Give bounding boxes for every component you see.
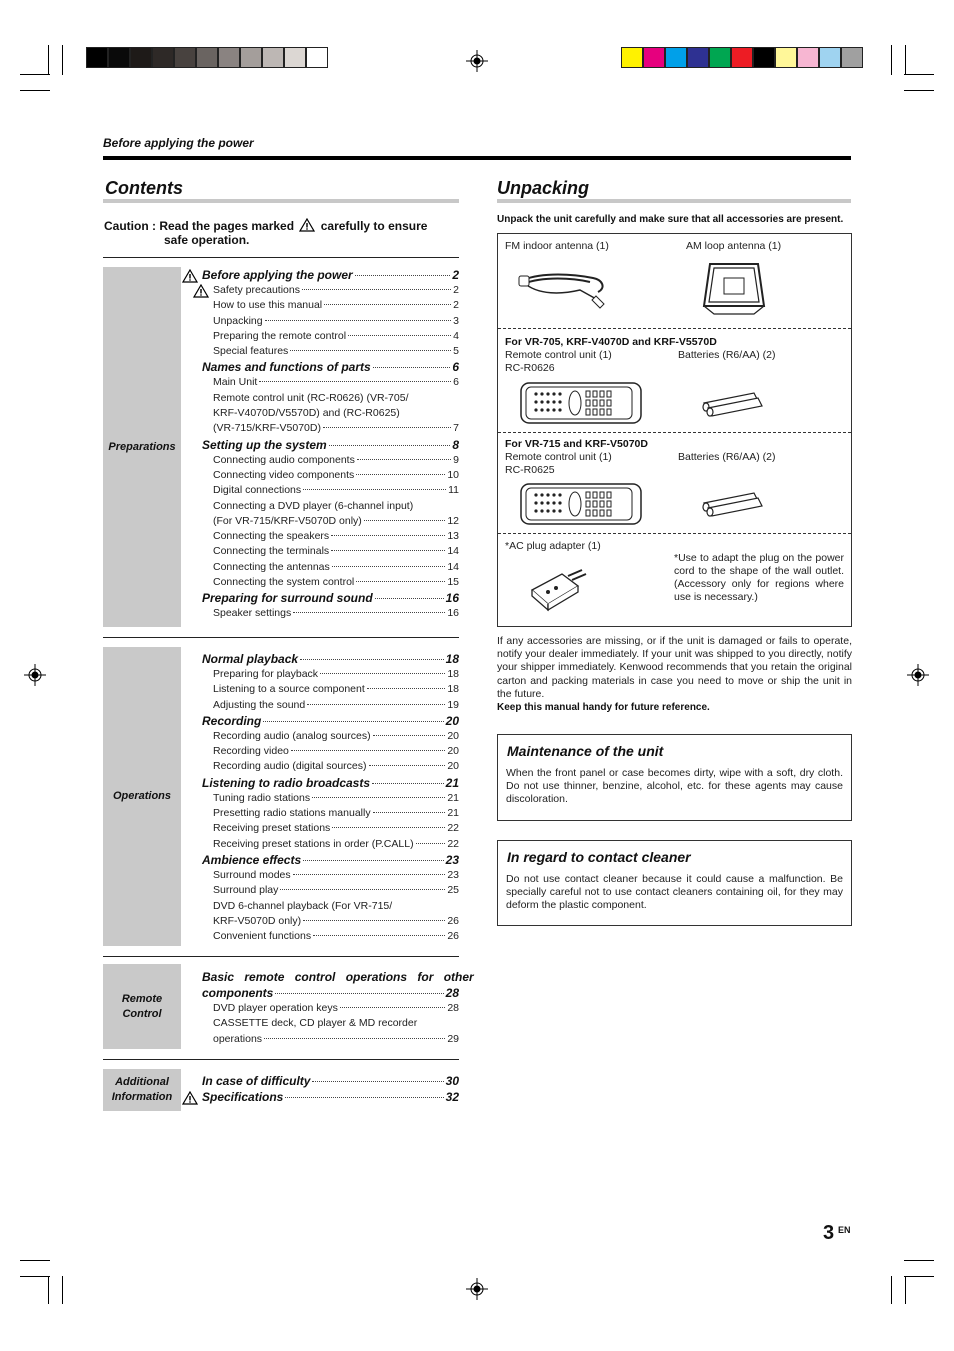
- toc-entry-title: Recording: [202, 713, 262, 728]
- toc-page-number: 20: [447, 729, 459, 742]
- color-calibration-bar: [621, 47, 863, 68]
- batteries-icon: [698, 489, 768, 519]
- toc-section-entry: [202, 591, 459, 606]
- toc-page-number: 6: [453, 376, 459, 389]
- toc-group-label-line1: Additional: [115, 1076, 169, 1088]
- toc-entry-title: Connecting video components: [213, 468, 355, 481]
- toc-subentry: [202, 1032, 459, 1047]
- toc-subentry: [202, 391, 459, 406]
- toc-section-entry: [202, 652, 459, 667]
- toc-entry-title: Special features: [213, 345, 289, 358]
- calibration-swatch: [108, 47, 130, 68]
- toc-page-number: 29: [447, 1032, 459, 1045]
- toc-leader-dots: [280, 889, 445, 890]
- model-b-heading: For VR-715 and KRF-V5070D: [505, 438, 648, 450]
- toc-leader-dots: [373, 812, 446, 813]
- toc-entry-title: Connecting the system control: [213, 576, 355, 589]
- toc-page-number: 28: [445, 986, 459, 1000]
- toc-subentry: [202, 329, 459, 344]
- toc-page-number: 5: [453, 345, 459, 358]
- contents-title: Contents: [105, 178, 183, 198]
- batteries-icon: [698, 389, 768, 419]
- toc-subentry: [202, 453, 459, 468]
- toc-group-label: Preparations: [103, 267, 181, 627]
- toc-page-number: 16: [447, 607, 459, 620]
- toc-entry-title: Preparing for surround sound: [202, 591, 373, 606]
- toc-subentry: [202, 575, 459, 590]
- toc-subentry: [202, 283, 459, 298]
- toc-page-number: 23: [445, 852, 459, 867]
- remote-control-icon: [520, 483, 642, 525]
- toc-entry-title: Ambience effects: [202, 852, 302, 867]
- toc-page-number: 21: [447, 807, 459, 820]
- contents-title-rule: [103, 199, 459, 203]
- toc-section-entry: [202, 714, 459, 729]
- toc-leader-dots: [364, 520, 446, 521]
- fm-antenna-label: FM indoor antenna (1): [505, 240, 609, 252]
- toc-entry-title: Speaker settings: [213, 607, 292, 620]
- calibration-swatch: [130, 47, 152, 68]
- toc-separator: [103, 1059, 459, 1060]
- divider: [498, 432, 851, 433]
- model-b-remote-label: Remote control unit (1): [505, 451, 612, 463]
- toc-page-number: 7: [453, 422, 459, 435]
- toc-separator: [103, 956, 459, 957]
- missing-accessories-text: If any accessories are missing, or if the unit is damaged or fails to operate, notify your dealer immediately. If your unit was shipped to you directly, notify your shipper immediately. Kenwood recommends that you retain the original carton and packing materials in case you need to move or ship the unit in the future.: [497, 635, 852, 700]
- toc-subentry: [202, 667, 459, 682]
- toc-entry-title: (For VR-715/KRF-V5070D only): [213, 514, 362, 527]
- toc-entry-title: Adjusting the sound: [213, 698, 306, 711]
- toc-page-number: 23: [447, 868, 459, 881]
- toc-leader-dots: [348, 335, 451, 336]
- toc-leader-dots: [290, 350, 451, 351]
- calibration-swatch: [665, 47, 687, 68]
- model-a-batteries-label: Batteries (R6/AA) (2): [678, 349, 776, 361]
- toc-group-additional-information: [103, 1069, 459, 1111]
- page-number: 3: [823, 1222, 835, 1244]
- toc-page-number: 8: [452, 437, 459, 452]
- calibration-swatch: [709, 47, 731, 68]
- toc-entry-title: Specifications: [202, 1090, 284, 1104]
- toc-page-number: 22: [447, 822, 459, 835]
- calibration-swatch: [753, 47, 775, 68]
- toc-entry-title: Setting up the system: [202, 437, 327, 452]
- toc-entry-title: Digital connections: [213, 484, 302, 497]
- calibration-swatch: [218, 47, 240, 68]
- toc-entry-title: Preparing the remote control: [213, 329, 347, 342]
- accessories-box: [497, 233, 852, 627]
- toc-subentry: [202, 744, 459, 759]
- toc-group-label: [103, 1069, 181, 1111]
- toc-group-label-line2: Control: [122, 1007, 162, 1020]
- calibration-swatch: [240, 47, 262, 68]
- toc-leader-dots: [263, 721, 443, 722]
- toc-subentry: [202, 314, 459, 329]
- toc-entry-title: Tuning radio stations: [213, 791, 311, 804]
- toc-leader-dots: [312, 797, 445, 798]
- toc-leader-dots: [329, 445, 451, 446]
- toc-leader-dots: [265, 320, 452, 321]
- toc-page-number: 21: [445, 775, 459, 790]
- calibration-swatch: [284, 47, 306, 68]
- toc-entry-title: Main Unit: [213, 376, 258, 389]
- maintenance-box: [497, 734, 852, 821]
- toc-page-number: 25: [447, 884, 459, 897]
- toc-entry-title: Recording audio (digital sources): [213, 760, 367, 773]
- toc-page-number: 15: [447, 576, 459, 589]
- toc-subentry: [202, 499, 459, 514]
- toc-leader-dots: [357, 459, 451, 460]
- toc-leader-dots: [307, 704, 445, 705]
- toc-leader-dots: [356, 581, 445, 582]
- calibration-swatch: [262, 47, 284, 68]
- toc-entry-title: Before applying the power: [202, 268, 353, 282]
- toc-page-number: 14: [447, 545, 459, 558]
- toc-leader-dots: [416, 843, 446, 844]
- toc-subentry: [202, 606, 459, 621]
- toc-subentry: [202, 1001, 459, 1016]
- am-loop-antenna-icon: [700, 260, 768, 318]
- toc-entry-title: Recording audio (analog sources): [213, 729, 371, 742]
- toc-group-label: [103, 964, 181, 1049]
- calibration-swatch: [775, 47, 797, 68]
- toc-group-label-line2: Information: [111, 1091, 173, 1103]
- calibration-swatch: [306, 47, 328, 68]
- toc-leader-dots: [340, 1007, 445, 1008]
- ac-plug-adapter-icon: [528, 564, 592, 612]
- calibration-swatch: [819, 47, 841, 68]
- toc-page-number: 18: [445, 652, 459, 666]
- toc-entry-title: Recording video: [213, 745, 289, 758]
- toc-section-entry: [202, 268, 459, 283]
- toc-entry-title: KRF-V4070D/V5570D) and (RC-R0625): [213, 407, 400, 420]
- toc-subentry: [202, 914, 459, 929]
- toc-entry-title: Surround modes: [213, 868, 291, 881]
- toc-subentry: [202, 899, 459, 914]
- unpacking-intro: Unpack the unit carefully and make sure that all accessories are present.: [497, 214, 844, 225]
- toc-page-number: 21: [447, 791, 459, 804]
- caution-note: [104, 218, 464, 247]
- divider: [498, 533, 851, 534]
- toc-subentry: [202, 837, 459, 852]
- toc-page-number: 9: [453, 453, 459, 466]
- toc-entry-title: Convenient functions: [213, 930, 312, 943]
- model-a-remote-label: Remote control unit (1): [505, 349, 612, 361]
- toc-entry-title: Presetting radio stations manually: [213, 807, 371, 820]
- toc-group-preparations: [103, 267, 459, 627]
- toc-leader-dots: [293, 612, 445, 613]
- toc-entry-title: Preparing for playback: [213, 668, 319, 680]
- toc-entry-title: Connecting audio components: [213, 453, 355, 466]
- toc-leader-dots: [372, 783, 444, 784]
- toc-subentry: [202, 929, 459, 944]
- toc-page-number: 32: [445, 1090, 459, 1104]
- toc-entries: [202, 969, 474, 1047]
- registration-mark-icon: [907, 664, 929, 686]
- toc-page-number: 6: [452, 360, 459, 375]
- toc-entry-title: Connecting the terminals: [213, 545, 330, 558]
- toc-subentry: [202, 682, 459, 697]
- ac-adapter-note: *Use to adapt the plug on the power cord to the shape of the wall outlet. (Accessory only for regions where use is necessary.): [674, 552, 844, 603]
- grey-calibration-bar: [86, 47, 328, 68]
- toc-leader-dots: [367, 688, 446, 689]
- toc-page-number: 20: [445, 713, 459, 728]
- calibration-swatch: [643, 47, 665, 68]
- toc-leader-dots: [275, 993, 443, 994]
- toc-page-number: 11: [448, 484, 459, 497]
- toc-leader-dots: [303, 920, 445, 921]
- toc-subentry: [202, 791, 459, 806]
- model-b-batteries-label: Batteries (R6/AA) (2): [678, 451, 776, 463]
- toc-entry-title: Safety precautions: [213, 284, 300, 296]
- toc-page-number: 18: [447, 683, 459, 696]
- toc-subentry: [202, 406, 459, 421]
- caution-text: Caution : Read the pages marked: [104, 219, 295, 233]
- toc-leader-dots: [324, 304, 451, 305]
- section-header: Before applying the power: [103, 136, 254, 150]
- warning-icon: [299, 218, 315, 232]
- toc-leader-dots: [356, 474, 445, 475]
- toc-page-number: 19: [447, 698, 459, 711]
- toc-subentry: [202, 806, 459, 821]
- toc-subentry: [202, 698, 459, 713]
- toc-entry-title: DVD player operation keys: [213, 1002, 338, 1014]
- toc-page-number: 2: [453, 299, 459, 312]
- toc-page-number: 28: [447, 1002, 459, 1014]
- toc-leader-dots: [369, 765, 446, 766]
- toc-group-operations: [103, 647, 459, 946]
- toc-separator: [103, 257, 459, 258]
- toc-page-number: 14: [447, 560, 459, 573]
- toc-page-number: 2: [452, 268, 459, 282]
- contact-cleaner-title: In regard to contact cleaner: [507, 849, 691, 865]
- toc-subentry: [202, 298, 459, 313]
- toc-page-number: 20: [447, 760, 459, 773]
- toc-page-number: 26: [447, 930, 459, 943]
- toc-entry-title: Remote control unit (RC-R0626) (VR-705/: [213, 391, 409, 404]
- toc-subentry: [202, 729, 459, 744]
- model-a-heading: For VR-705, KRF-V4070D and KRF-V5570D: [505, 336, 717, 348]
- calibration-swatch: [152, 47, 174, 68]
- toc-leader-dots: [332, 566, 446, 567]
- toc-leader-dots: [264, 1038, 445, 1039]
- toc-entry-title: (VR-715/KRF-V5070D): [213, 422, 321, 435]
- toc-subentry: [202, 560, 459, 575]
- toc-section-entry: [202, 776, 459, 791]
- toc-entry-title: How to use this manual: [213, 299, 323, 312]
- warning-icon: [182, 1091, 198, 1109]
- calibration-swatch: [86, 47, 108, 68]
- toc-page-number: 3: [453, 314, 459, 327]
- model-a-remote-code: RC-R0626: [505, 362, 555, 374]
- ac-adapter-label: *AC plug adapter (1): [505, 540, 601, 552]
- toc-entry-title: Listening to radio broadcasts: [202, 775, 371, 790]
- unpacking-title-rule: [497, 199, 851, 203]
- toc-page-number: 4: [453, 329, 459, 342]
- toc-leader-dots: [303, 860, 443, 861]
- toc-group-label: Operations: [103, 647, 181, 946]
- calibration-swatch: [196, 47, 218, 68]
- toc-section-entry: [202, 986, 459, 1001]
- toc-subentry: [202, 529, 459, 544]
- toc-leader-dots: [293, 874, 446, 875]
- toc-subentry: [202, 544, 459, 559]
- registration-mark-icon: [24, 664, 46, 686]
- toc-page-number: 30: [445, 1074, 459, 1088]
- toc-entry-title: Connecting a DVD player (6-channel input): [213, 499, 414, 512]
- toc-page-number: 10: [447, 468, 459, 481]
- toc-entry-title: Receiving preset stations in order (P.CALL): [213, 837, 414, 850]
- fm-antenna-icon: [518, 266, 613, 316]
- toc-entry-title: Unpacking: [213, 314, 263, 327]
- toc-section-entry: [202, 438, 459, 453]
- calibration-swatch: [174, 47, 196, 68]
- toc-entry-title: components: [202, 986, 274, 1000]
- toc-entries: [202, 651, 459, 944]
- calibration-swatch: [841, 47, 863, 68]
- toc-subentry: [202, 375, 459, 390]
- toc-group-remote-control: [103, 964, 474, 1049]
- unpacking-title: Unpacking: [497, 178, 590, 198]
- toc-leader-dots: [331, 535, 445, 536]
- toc-leader-dots: [375, 598, 444, 599]
- registration-mark-icon: [466, 1278, 488, 1300]
- toc-entry-title: In case of difficulty: [202, 1074, 311, 1088]
- toc-separator: [103, 637, 459, 638]
- maintenance-body: When the front panel or case becomes dirty, wipe with a soft, dry cloth. Do not use thinner, benzine, alcohol, etc. for these agents may cause discoloration.: [506, 767, 843, 806]
- toc-entry-title: Connecting the speakers: [213, 530, 330, 543]
- toc-subentry: [202, 1016, 459, 1031]
- calibration-swatch: [731, 47, 753, 68]
- toc-entry-title: CASSETTE deck, CD player & MD recorder: [213, 1017, 418, 1030]
- toc-leader-dots: [313, 935, 445, 936]
- toc-leader-dots: [373, 367, 451, 368]
- header-rule: [103, 156, 851, 160]
- toc-entries: [202, 1073, 459, 1105]
- toc-page-number: 20: [447, 745, 459, 758]
- toc-subentry: [202, 883, 459, 898]
- toc-leader-dots: [312, 1081, 443, 1082]
- toc-page-number: 13: [447, 530, 459, 543]
- toc-page-number: 18: [447, 668, 459, 680]
- toc-leader-dots: [300, 659, 444, 660]
- toc-subentry: [202, 483, 459, 498]
- toc-leader-dots: [320, 673, 445, 674]
- toc-leader-dots: [332, 827, 445, 828]
- toc-entries: [202, 267, 459, 622]
- toc-leader-dots: [302, 289, 451, 290]
- toc-section-entry: [202, 1090, 459, 1105]
- registration-mark-icon: [466, 50, 488, 72]
- toc-page-number: 16: [445, 591, 459, 606]
- contact-cleaner-body: Do not use contact cleaner because it could cause a malfunction. Be specially careful not to use contact cleaners containing oil, for they may deform the plastic component.: [506, 873, 843, 912]
- calibration-swatch: [687, 47, 709, 68]
- toc-entry-title: Connecting the antennas: [213, 560, 330, 573]
- toc-section-entry: [202, 1074, 459, 1089]
- toc-subentry: [202, 468, 459, 483]
- toc-entry-title: Normal playback: [202, 652, 299, 666]
- toc-subentry: [202, 759, 459, 774]
- toc-leader-dots: [355, 275, 451, 276]
- toc-subentry: [202, 868, 459, 883]
- toc-subentry: [202, 344, 459, 359]
- toc-page-number: 2: [453, 284, 459, 296]
- toc-entry-title: Receiving preset stations: [213, 822, 331, 835]
- keep-manual-note: Keep this manual handy for future reference.: [497, 702, 710, 713]
- maintenance-title: Maintenance of the unit: [507, 743, 664, 759]
- toc-page-number: 12: [447, 514, 459, 527]
- am-antenna-label: AM loop antenna (1): [686, 240, 782, 252]
- remote-control-icon: [520, 382, 642, 424]
- caution-text-cont: carefully to ensure: [320, 219, 428, 233]
- divider: [498, 328, 851, 329]
- toc-entry-title: Listening to a source component: [213, 683, 365, 696]
- toc-page-number: 22: [447, 837, 459, 850]
- toc-subentry: [202, 821, 459, 836]
- toc-section-entry: [202, 970, 474, 985]
- contact-cleaner-box: [497, 840, 852, 926]
- toc-entry-title: Names and functions of parts: [202, 360, 371, 375]
- calibration-swatch: [797, 47, 819, 68]
- caution-text-line2: safe operation.: [164, 233, 250, 247]
- toc-entry-title: Surround play: [213, 884, 279, 897]
- toc-section-entry: [202, 853, 459, 868]
- toc-leader-dots: [331, 550, 445, 551]
- toc-entry-title: operations: [213, 1032, 263, 1045]
- toc-entry-title: Basic remote control operations for other: [202, 970, 474, 984]
- toc-leader-dots: [303, 489, 446, 490]
- toc-leader-dots: [291, 750, 445, 751]
- toc-subentry: [202, 421, 459, 436]
- toc-subentry: [202, 514, 459, 529]
- model-b-remote-code: RC-R0625: [505, 464, 555, 476]
- toc-section-entry: [202, 360, 459, 375]
- toc-leader-dots: [373, 735, 446, 736]
- toc-entry-title: KRF-V5070D only): [213, 914, 302, 927]
- toc-leader-dots: [285, 1097, 443, 1098]
- calibration-swatch: [621, 47, 643, 68]
- toc-page-number: 26: [447, 914, 459, 927]
- toc-group-label-line1: Remote: [121, 992, 163, 1005]
- page-language: EN: [838, 1225, 851, 1235]
- toc-entry-title: DVD 6-channel playback (For VR-715/: [213, 899, 393, 912]
- toc-leader-dots: [259, 381, 451, 382]
- toc-leader-dots: [323, 427, 451, 428]
